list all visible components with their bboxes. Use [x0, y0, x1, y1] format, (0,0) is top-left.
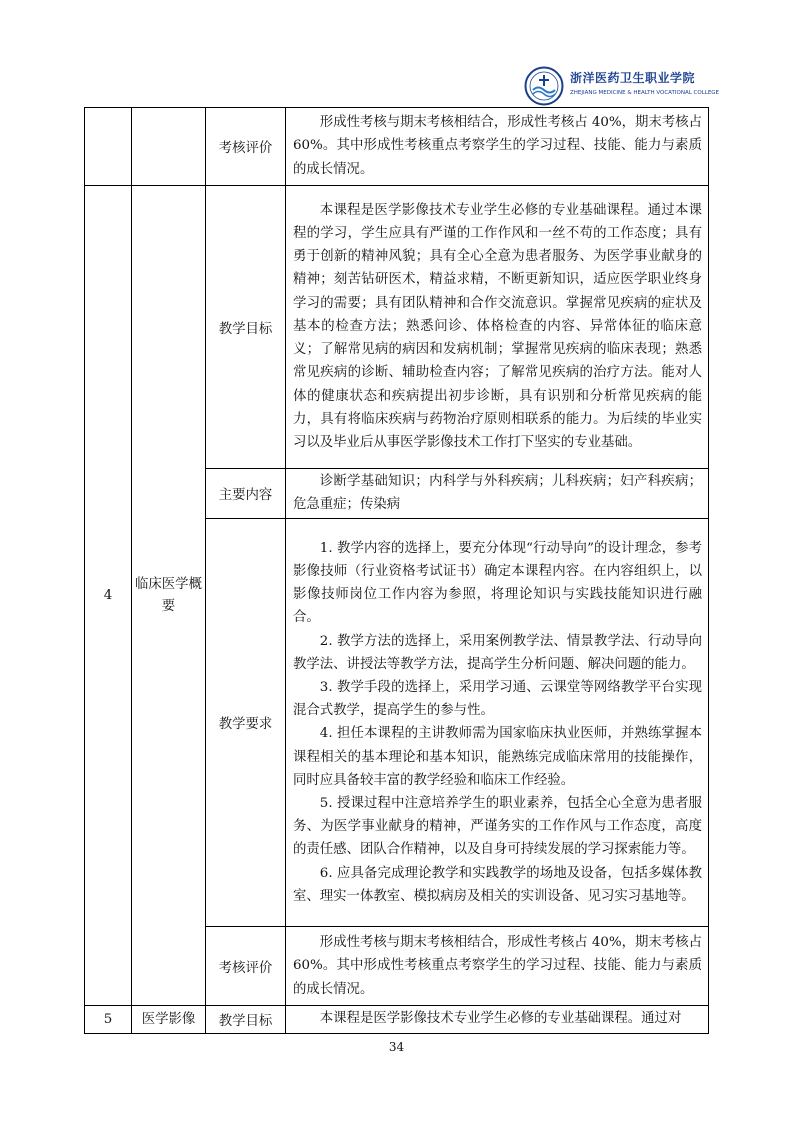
- eval-text: 形成性考核与期末考核相结合，形成性考核占 40%，期末考核占 60%。其中形成性考核重点考察学生的学习过程、技能、能力与素质的成长情况。: [286, 108, 709, 186]
- content-text: 诊断学基础知识；内科学与外科疾病；儿科疾病；妇产科疾病；危急重症；传染病: [286, 469, 709, 519]
- eval-text: 形成性考核与期末考核相结合，形成性考核占 40%，期末考核占 60%。其中形成性考核重点考察学生的学习过程、技能、能力与素质的成长情况。: [286, 927, 709, 1006]
- course-name: 医学影像: [132, 1006, 206, 1033]
- goal-text: 本课程是医学影像技术专业学生必修的专业基础课程。通过本课程的学习，学生应具有严谨的工作作风和一丝不苟的工作态度；具有勇于创新的精神风貌；具有全心全意为患者服务、为医学事业献身的精神；刻苦钻研医术，精益求精，不断更新知识，适应医学职业终身学习的需要；具有团队精神和合作交流意识。掌握常见疾病的症状及基本的检查方法；熟悉问诊、体格检查的内容、异常体征的临床意义；了解常见病的病因和发病机制；掌握常见疾病的临床表现；熟悉常见疾病的诊断、辅助检查内容；了解常见疾病的治疗方法。能对人体的健康状态和疾病提出初步诊断，具有识别和分析常见疾病的能力，具有将临床疾病与药物治疗原则相联系的能力。为后续的毕业实习以及毕业后从事医学影像技术工作打下坚实的专业基础。: [286, 186, 709, 469]
- table-row: [85, 1006, 709, 1033]
- requirements-text: [286, 519, 709, 927]
- sub-label-goal: 教学目标: [206, 186, 286, 469]
- requirement-item: 3. 教学手段的选择上，采用学习通、云课堂等网络教学平台实现混合式教学，提高学生的参与性。: [293, 680, 702, 719]
- course-number: 5: [85, 1006, 132, 1033]
- sub-label-goal: 教学目标: [206, 1006, 286, 1033]
- curriculum-table: [84, 107, 709, 1034]
- requirement-item: 5. 授课过程中注意培养学生的职业素养，包括全心全意为患者服务、为医学事业献身的精神，严谨务实的工作作风与工作态度，高度的责任感、团队合作精神，以及自身可持续发展的学习探索能力等。: [293, 796, 702, 858]
- sub-label-eval: 考核评价: [206, 108, 286, 186]
- sub-label-content: 主要内容: [206, 469, 286, 519]
- name-cell: [132, 108, 206, 186]
- college-logo: [524, 66, 720, 108]
- college-emblem-icon: [524, 66, 564, 106]
- logo-title: 浙洋医药卫生职业学院: [570, 71, 696, 85]
- logo-subtitle: ZHEJIANG MEDICINE & HEALTH VOCATIONAL COLLEGE: [570, 90, 720, 96]
- page-number: 34: [388, 1040, 405, 1054]
- goal-text: 本课程是医学影像技术专业学生必修的专业基础课程。通过对: [286, 1006, 709, 1033]
- sub-label-eval: 考核评价: [206, 927, 286, 1006]
- course-number: 4: [85, 186, 132, 1006]
- requirement-item: 2. 教学方法的选择上，采用案例教学法、情景教学法、行动导向教学法、讲授法等教学方法，提高学生分析问题、解决问题的能力。: [293, 633, 702, 672]
- requirement-item: 6. 应具备完成理论教学和实践教学的场地及设备，包括多媒体教室、理实一体教室、模拟病房及相关的实训设备、见习实习基地等。: [293, 865, 702, 904]
- sub-label-requirements: 教学要求: [206, 519, 286, 927]
- table-row: [85, 186, 709, 469]
- requirement-item: 4. 担任本课程的主讲教师需为国家临床执业医师，并熟练掌握本课程相关的基本理论和基本知识，能熟练完成临床常用的技能操作，同时应具备较丰富的教学经验和临床工作经验。: [293, 726, 702, 788]
- requirement-item: 1. 教学内容的选择上，要充分体现“行动导向”的设计理念，参考影像技师（行业资格考试证书）确定本课程内容。在内容组织上，以影像技师岗位工作内容为参照，将理论知识与实践技能知识进行融合。: [293, 540, 702, 626]
- num-cell: [85, 108, 132, 186]
- table-row: [85, 108, 709, 186]
- course-name: 临床医学概要: [132, 186, 206, 1006]
